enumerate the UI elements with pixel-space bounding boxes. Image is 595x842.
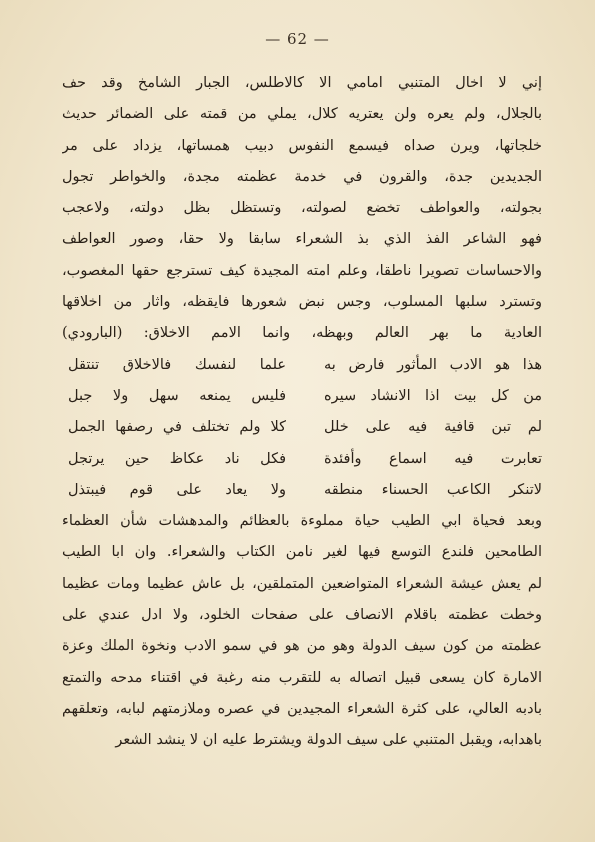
text-block (62, 68, 542, 757)
verse-second-hemistich: فكل ناد عكاظ حين يرتجل (68, 450, 287, 467)
text-line: بادبه العالي، على كثرة الشعراء المجيدين في عصره وملازمتهم لبابه، وتعلقهم (62, 700, 542, 717)
text-line: بالجلال، ولم يعره ولن يعتريه كلال، يملي من قمته على الضمائر حديث (62, 106, 542, 123)
text-line: والاحساسات تصويرا ناطقا، وعلم امته المجيدة كيف تسترجع حقها المغصوب، (62, 262, 542, 279)
text-line: الامارة كان يسعى قبيل اتصاله به للتقرب منه رغبة في اقتناء مدحه والتمتع (62, 669, 542, 686)
verse-second-hemistich: كلا ولم تختلف في رصفها الجمل (68, 419, 287, 436)
verse-first-hemistich: لاتنكر الكاعب الحسناء منطقه (323, 481, 542, 498)
paragraph-2 (62, 506, 542, 756)
text-line: إني لا اخال المتنبي امامي الا كالاطلس، الجبار الشامخ وقد حف (62, 75, 542, 91)
verse-first-hemistich: هذا هو الادب المأثور فارض به (323, 356, 542, 373)
text-line: عظمته من كون سيف الدولة وهو من هو في سمو الادب ونخوة الملك وعزة (62, 638, 542, 655)
verse-first-hemistich: لم تبن قافية فيه على خلل (323, 419, 542, 436)
text-line: الجديدين جدة، والقرون في خدمة عظمته مجدة، والخواطر تجول (62, 168, 542, 185)
text-line: العادية ما بهر العالم وبهظه، وانما الامم الاخلاق: (البارودي) (62, 325, 542, 342)
text-line: فهو الشاعر الفذ الذي بذ الشعراء سابقا ولا حقا، وصور العواطف (62, 231, 542, 248)
verse-second-hemistich: ولا يعاد على قوم فيبتذل (68, 481, 287, 498)
verse-line (62, 412, 542, 443)
verse-line (62, 381, 542, 412)
verse-first-hemistich: من كل بيت اذا الانشاد سيره (323, 387, 542, 404)
verse-first-hemistich: تعابرت فيه اسماع وأفئدة (323, 450, 542, 467)
text-line: وخطت عظمته باقلام الانصاف على صفحات الخلود، ولا ادل عندي على (62, 607, 542, 624)
paragraph-1 (62, 68, 542, 350)
poem-verses (62, 350, 542, 506)
verse-second-hemistich: فليس يمنعه سهل ولا جبل (68, 387, 287, 404)
text-line: وبعد فحياة ابي الطيب حياة مملوءة بالعظائم والمدهشات شأن العظماء (62, 513, 542, 530)
text-line: لم يعش عيشة الشعراء المتواضعين المتملقين، بل عاش عظيما ومات عظيما (62, 575, 542, 592)
text-line: بجولته، والعواطف تخضع لصولته، وتستظل بظل دولته، ولاعجب (62, 200, 542, 217)
text-line: خلجاتها، ويرن صداه فيسمع النفوس دبيب همساتها، يزداد على مر (62, 137, 542, 154)
text-line: وتسترد سلبها المسلوب، وجس نبض شعورها فايقظه، واثار من اخلاقها (62, 294, 542, 311)
verse-line (62, 444, 542, 475)
page-number: — 62 — (265, 30, 330, 48)
verse-line (62, 475, 542, 506)
verse-second-hemistich: علما لنفسك فالاخلاق تنتقل (68, 356, 287, 373)
text-line: الطامحين فلندع التوسع فيها لغير نامن الكتاب والشعراء. وان ابا الطيب (62, 544, 542, 561)
text-line: باهدابه، ويقبل المتنبي على سيف الدولة ويشترط عليه ان لا ينشد الشعر (115, 732, 542, 749)
verse-line (62, 350, 542, 381)
